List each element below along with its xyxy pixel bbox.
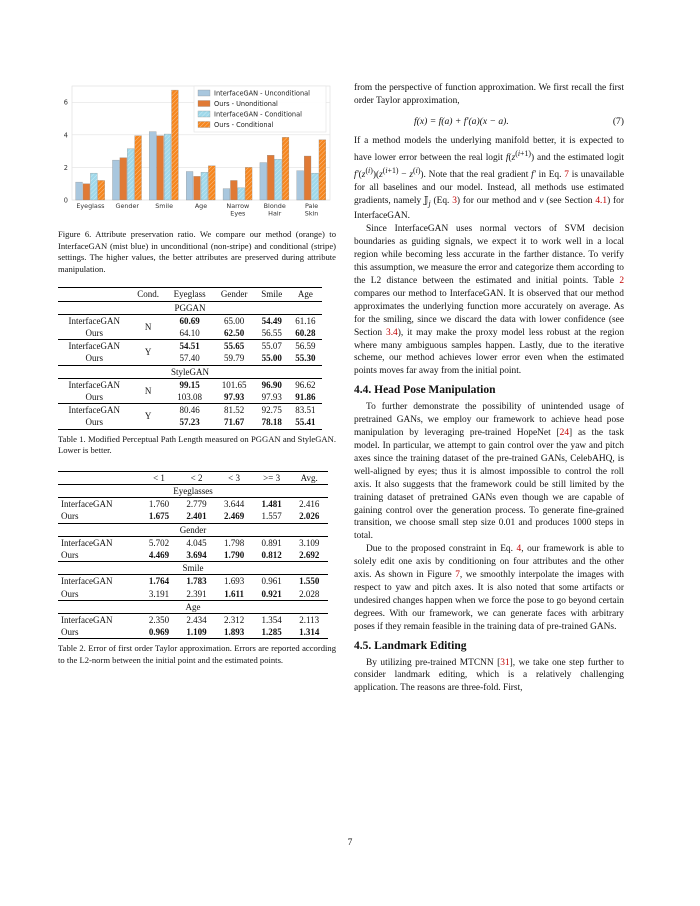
- bar-interfacegan-unconditional-2: [149, 132, 156, 200]
- table-value-cell: 1.783: [178, 575, 216, 588]
- table-group-row: [58, 562, 328, 575]
- table-row: [58, 498, 328, 511]
- table-method-cell: InterfaceGAN: [58, 498, 140, 511]
- table-value-cell: 81.52: [214, 404, 255, 417]
- table-value-cell: 99.15: [166, 378, 214, 391]
- table-value-cell: 2.692: [299, 550, 320, 561]
- bar-chart: [58, 82, 336, 218]
- table-method-cell: Ours: [61, 511, 79, 522]
- bar-interfacegan-unconditional-0: [76, 182, 83, 200]
- table-value-cell: 1.557: [261, 511, 282, 522]
- legend-swatch: [198, 122, 210, 128]
- bar-interfacegan-unconditional-5: [260, 163, 267, 200]
- table-method-cell: Ours: [61, 627, 79, 638]
- bar-ours-unonditional-5: [267, 155, 274, 200]
- section-heading-4-5: 4.5. Landmark Editing: [354, 639, 467, 652]
- table-header-cell: Smile: [255, 288, 289, 301]
- table-value-cell: 0.891: [253, 536, 291, 549]
- table-row: [58, 614, 328, 627]
- table-value-cell: 1.764: [140, 575, 178, 588]
- table-row: [58, 404, 322, 417]
- equation-7: [354, 116, 624, 127]
- table-value-cell: 1.611: [224, 588, 244, 599]
- table-value-cell: 97.93: [224, 392, 245, 402]
- bar-interfacegan-unconditional-3: [186, 172, 193, 201]
- table-value-cell: 4.469: [148, 550, 170, 561]
- table-row: [58, 314, 322, 327]
- equation-number: (7): [612, 115, 624, 127]
- table-value-cell: 1.693: [215, 575, 253, 588]
- table-header-row: [58, 288, 322, 301]
- bar-interfacegan-unconditional-1: [112, 160, 119, 200]
- legend-label: Ours - Unonditional: [214, 100, 278, 109]
- table-value-cell: 0.921: [261, 588, 282, 599]
- table-header-cell: < 2: [178, 471, 216, 484]
- y-tick-label: 4: [63, 131, 68, 140]
- x-tick-label: Pale: [304, 202, 319, 210]
- figure6-caption: Figure 6. Attribute preservation ratio. We compare our method (orange) to InterfaceGAN (mist blue) in unconditional (non-stripe) and conditional (stripe) settings. The higher values, the better attributes are preserved during attribute manipulation.: [58, 229, 336, 274]
- bar-interfacegan-conditional-6: [312, 173, 319, 200]
- x-tick-label: Gender: [115, 202, 140, 210]
- legend-swatch: [198, 111, 210, 117]
- bar-ours-conditional-4: [245, 167, 252, 200]
- table-header-cell: < 3: [215, 471, 253, 484]
- table-value-cell: 2.469: [223, 511, 245, 522]
- table-group-title: Age: [58, 600, 328, 613]
- table-row: [58, 575, 328, 588]
- bar-ours-conditional-2: [172, 90, 179, 200]
- table-value-cell: 5.702: [140, 536, 178, 549]
- table-value-cell: 2.312: [215, 614, 253, 627]
- table-rule-cell: [58, 639, 328, 640]
- table-value-cell: 1.354: [253, 614, 291, 627]
- table-cond-cell: N: [131, 314, 166, 339]
- table-group-title: Smile: [58, 562, 328, 575]
- table-method-cell: Ours: [61, 588, 79, 599]
- table-value-cell: 1.481: [253, 498, 291, 511]
- table-value-cell: 4.045: [178, 536, 216, 549]
- table-group-row: [58, 485, 328, 498]
- table-group-row: [58, 600, 328, 613]
- table-cond-cell: Y: [131, 404, 166, 429]
- table-value-cell: 2.391: [186, 588, 207, 599]
- table-method-cell: InterfaceGAN: [58, 536, 140, 549]
- paragraph-landmark: By utilizing pre-trained MTCNN [31], we take one step further to consider landmark editing, which is a relatively challenging application. The reasons are three-fold. First,: [354, 657, 624, 694]
- table-value-cell: 71.67: [224, 417, 245, 428]
- table-value-cell: 2.434: [178, 614, 216, 627]
- table-value-cell: 60.69: [166, 314, 214, 327]
- table-value-cell: 1.790: [223, 550, 245, 561]
- table1-caption: Table 1. Modified Perceptual Path Length measured on PGGAN and StyleGAN. Lower is better.: [58, 433, 336, 456]
- table-value-cell: 0.969: [148, 627, 170, 638]
- table-value-cell: 61.16: [289, 314, 322, 327]
- table-method-cell: InterfaceGAN: [58, 614, 140, 627]
- bar-interfacegan-conditional-4: [238, 188, 245, 200]
- table-value-cell: 2.028: [299, 588, 320, 599]
- bar-interfacegan-conditional-3: [201, 172, 208, 200]
- legend-label: InterfaceGAN - Unconditional: [214, 89, 311, 98]
- equation-formula: f(x) = f(a) + f′(a)(x − a).: [414, 115, 509, 127]
- bar-ours-conditional-5: [282, 137, 289, 200]
- table-value-cell: 3.109: [290, 536, 328, 549]
- table-value-cell: 1.675: [148, 511, 170, 522]
- bar-ours-unonditional-0: [83, 184, 90, 200]
- bar-ours-conditional-6: [319, 140, 326, 200]
- table-value-cell: 56.59: [289, 340, 322, 353]
- table-value-cell: 60.28: [295, 327, 316, 338]
- table-cond-cell: N: [131, 378, 166, 403]
- table-method-cell: InterfaceGAN: [58, 404, 131, 417]
- paragraph-interfacegan-analysis: Since InterfaceGAN uses normal vectors of SVM decision boundaries as guiding signals, we expect it to work well in a local region while becoming less accurate in the farther distance. To verify this assumption, we measure the error and categorize them according to the L2 distance between the estimated and initial points. Table 2 compares our method to InterfaceGAN. It is observed that our method approximates the underlying function more accurately on average. As for the smiling, since we discard the data with lower confidence (see Section 3.4), it may make the proxy model less robust at the region where many ambiguous samples happen. Lastly, due to the iterative scheme, our method achieves lower error even when the estimated points moves far away from the initial point.: [354, 224, 625, 377]
- table-value-cell: 1.109: [186, 627, 207, 638]
- table-header-cell: Avg.: [290, 471, 328, 484]
- table-value-cell: 55.30: [295, 353, 316, 364]
- table-value-cell: 83.51: [289, 404, 322, 417]
- table-header-cell: [58, 288, 131, 301]
- bar-ours-unonditional-4: [230, 180, 237, 200]
- table-value-cell: 2.401: [186, 511, 207, 522]
- table-value-cell: 103.08: [177, 392, 203, 402]
- table-row: [58, 510, 328, 523]
- table-row: [58, 391, 322, 404]
- bar-ours-unonditional-2: [157, 136, 164, 200]
- table-method-cell: InterfaceGAN: [58, 378, 131, 391]
- paragraph-constraint: Due to the proposed constraint in Eq. 4, our framework is able to solely edit one axis by conditioning on four attributes and the other axis. As shown in Figure 7, we smoothly interpolate the images with respect to yaw and pitch axes. It is also noted that some artifacts or undesired changes happen when we force the pose to go beyond certain degrees. With our framework, we can generate faces with arbitrary poses if they remain feasible in the training data of pre-trained GANs.: [354, 544, 624, 632]
- table-value-cell: 55.00: [261, 353, 282, 364]
- table-value-cell: 1.314: [299, 627, 320, 638]
- table-value-cell: 54.51: [166, 340, 214, 353]
- table-header-cell: Eyeglass: [166, 288, 214, 301]
- table-method-cell: Ours: [61, 550, 79, 561]
- table-value-cell: 2.416: [290, 498, 328, 511]
- x-tick-label: Skin: [304, 209, 319, 218]
- x-tick-label: Age: [194, 202, 208, 210]
- table-group-title: PGGAN: [58, 301, 322, 314]
- bar-interfacegan-unconditional-4: [223, 189, 230, 200]
- table-value-cell: 56.55: [261, 327, 282, 338]
- table-bottom-rule: [58, 429, 322, 430]
- table-group-row: [58, 523, 328, 536]
- bar-ours-conditional-1: [135, 136, 142, 200]
- table-value-cell: 92.75: [255, 404, 289, 417]
- table-row: [58, 549, 328, 562]
- table1: [58, 287, 322, 429]
- table-row: [58, 340, 322, 353]
- table-value-cell: 57.23: [179, 417, 200, 428]
- bar-interfacegan-conditional-5: [275, 159, 282, 200]
- table-method-cell: Ours: [85, 392, 104, 402]
- table-header-cell: Cond.: [131, 288, 166, 301]
- x-tick-label: Eyeglass: [76, 202, 105, 210]
- table-header-cell: [58, 471, 140, 484]
- table-value-cell: 1.760: [140, 498, 178, 511]
- y-tick-label: 0: [63, 196, 68, 205]
- table-value-cell: 55.41: [295, 417, 316, 428]
- legend-swatch: [198, 101, 210, 107]
- bar-ours-conditional-0: [98, 180, 105, 200]
- table-cond-cell: Y: [131, 340, 166, 365]
- table-value-cell: 2.113: [290, 614, 328, 627]
- table-method-cell: InterfaceGAN: [58, 340, 131, 353]
- table-method-cell: Ours: [85, 353, 104, 364]
- left-column: [58, 82, 336, 667]
- table-value-cell: 3.644: [215, 498, 253, 511]
- table-value-cell: 59.79: [224, 353, 245, 364]
- table-value-cell: 62.50: [224, 327, 245, 338]
- table-header-cell: >= 3: [253, 471, 291, 484]
- table-row: [58, 588, 328, 601]
- table-value-cell: 55.07: [255, 340, 289, 353]
- x-tick-label: Hair: [268, 209, 282, 218]
- table-value-cell: 96.90: [255, 378, 289, 391]
- table-value-cell: 1.550: [290, 575, 328, 588]
- table-header-cell: < 1: [140, 471, 178, 484]
- legend-label: Ours - Conditional: [214, 121, 274, 130]
- bar-interfacegan-conditional-1: [127, 149, 134, 200]
- table-row: [58, 416, 322, 429]
- table-row: [58, 378, 322, 391]
- table-header-cell: Age: [289, 288, 322, 301]
- table-row: [58, 626, 328, 639]
- table-value-cell: 1.798: [215, 536, 253, 549]
- paragraph-head-pose: To further demonstrate the possibility of unintended usage of pretrained GANs, we employ our framework to achieve head pose manipulation by leveraging pre-trained HopeNet [24] as the task model. In particular, we attempt to gain control over the yaw and pitch axes since the training dataset of the pre-trained GANs, CelebAHQ, is well-aligned by eyes; thus it is almost impossible to control the roll axis. It also suggests that the framework could be still limited by the training dataset of pretrained GANs even though we are capable of gaining control over the generation process. To generate fine-grained transition, we choose small step size 0.01 and produces 1000 steps in total.: [354, 402, 624, 542]
- x-tick-label: Eyes: [230, 209, 246, 218]
- table-value-cell: 64.10: [179, 327, 200, 338]
- legend-label: InterfaceGAN - Conditional: [214, 110, 302, 119]
- paragraph-taylor-intro: from the perspective of function approximation. We first recall the first order Taylor approximation,: [354, 83, 624, 106]
- table-value-cell: 3.694: [186, 550, 207, 561]
- bar-ours-unonditional-3: [194, 176, 201, 200]
- right-column: [354, 82, 624, 695]
- table-value-cell: 3.191: [148, 588, 170, 599]
- table-group-title: Gender: [58, 523, 328, 536]
- table-method-cell: Ours: [85, 417, 104, 428]
- table-value-cell: 1.893: [223, 627, 245, 638]
- table-rule-cell: [58, 429, 322, 430]
- table-value-cell: 101.65: [214, 378, 255, 391]
- table-header-cell: Gender: [214, 288, 255, 301]
- y-tick-label: 6: [63, 98, 68, 107]
- bar-ours-conditional-3: [208, 166, 215, 200]
- table-group-row: [58, 301, 322, 314]
- table-method-cell: InterfaceGAN: [58, 314, 131, 327]
- paragraph-logit-error: If a method models the underlying manifold better, it is expected to have lower error between the real logit $f(z^{(i+1)})$ and the estimated logit $f'(z^{(i)})(z^{(i+1)} - z^{(i)})$. Note that the real gradient f′ in Eq. 7 is unavailable for all baselines and our model. Instead, all methods use estimated gradients, namely 𝕁$_j$ (Eq. 3) for our method and v (see Section 4.1) for InterfaceGAN.: [354, 135, 624, 222]
- table-value-cell: 78.18: [261, 417, 282, 428]
- table-value-cell: 0.961: [253, 575, 291, 588]
- table-value-cell: 91.86: [295, 392, 316, 402]
- table-header-row: [58, 471, 328, 484]
- table-group-title: StyleGAN: [58, 365, 322, 378]
- bar-ours-unonditional-1: [120, 158, 127, 200]
- x-tick-label: Smile: [155, 202, 174, 210]
- bar-interfacegan-conditional-0: [90, 173, 97, 200]
- table-value-cell: 80.46: [166, 404, 214, 417]
- bar-interfacegan-unconditional-6: [297, 171, 304, 200]
- table-group-title: Eyeglasses: [58, 485, 328, 498]
- legend-swatch: [198, 90, 210, 96]
- table-group-row: [58, 365, 322, 378]
- table-row: [58, 352, 322, 365]
- table-method-cell: Ours: [85, 327, 104, 338]
- table-value-cell: 2.779: [178, 498, 216, 511]
- section-heading-4-4: 4.4. Head Pose Manipulation: [354, 384, 496, 397]
- table2: [58, 471, 328, 640]
- table-value-cell: 1.285: [261, 627, 282, 638]
- table-value-cell: 55.65: [214, 340, 255, 353]
- table-bottom-rule: [58, 639, 328, 640]
- table-method-cell: InterfaceGAN: [58, 575, 140, 588]
- table-value-cell: 57.40: [179, 353, 200, 364]
- table-value-cell: 2.026: [299, 511, 320, 522]
- figure6-chart: [58, 82, 336, 223]
- y-tick-label: 2: [63, 163, 68, 172]
- table-value-cell: 96.62: [289, 378, 322, 391]
- table2-caption: Table 2. Error of first order Taylor approximation. Errors are reported according to the L2-norm between the initial point and the estimated points.: [58, 643, 336, 666]
- table-value-cell: 0.812: [261, 550, 282, 561]
- x-tick-label: Blonde: [263, 202, 286, 210]
- table-value-cell: 65.00: [214, 314, 255, 327]
- bar-ours-unonditional-6: [304, 156, 311, 200]
- x-tick-label: Narrow: [226, 202, 250, 210]
- bar-interfacegan-conditional-2: [164, 134, 171, 200]
- page-number: 7: [347, 838, 353, 848]
- table-row: [58, 327, 322, 340]
- table-value-cell: 54.49: [255, 314, 289, 327]
- table-value-cell: 97.93: [261, 392, 282, 402]
- table-row: [58, 536, 328, 549]
- table-value-cell: 2.350: [140, 614, 178, 627]
